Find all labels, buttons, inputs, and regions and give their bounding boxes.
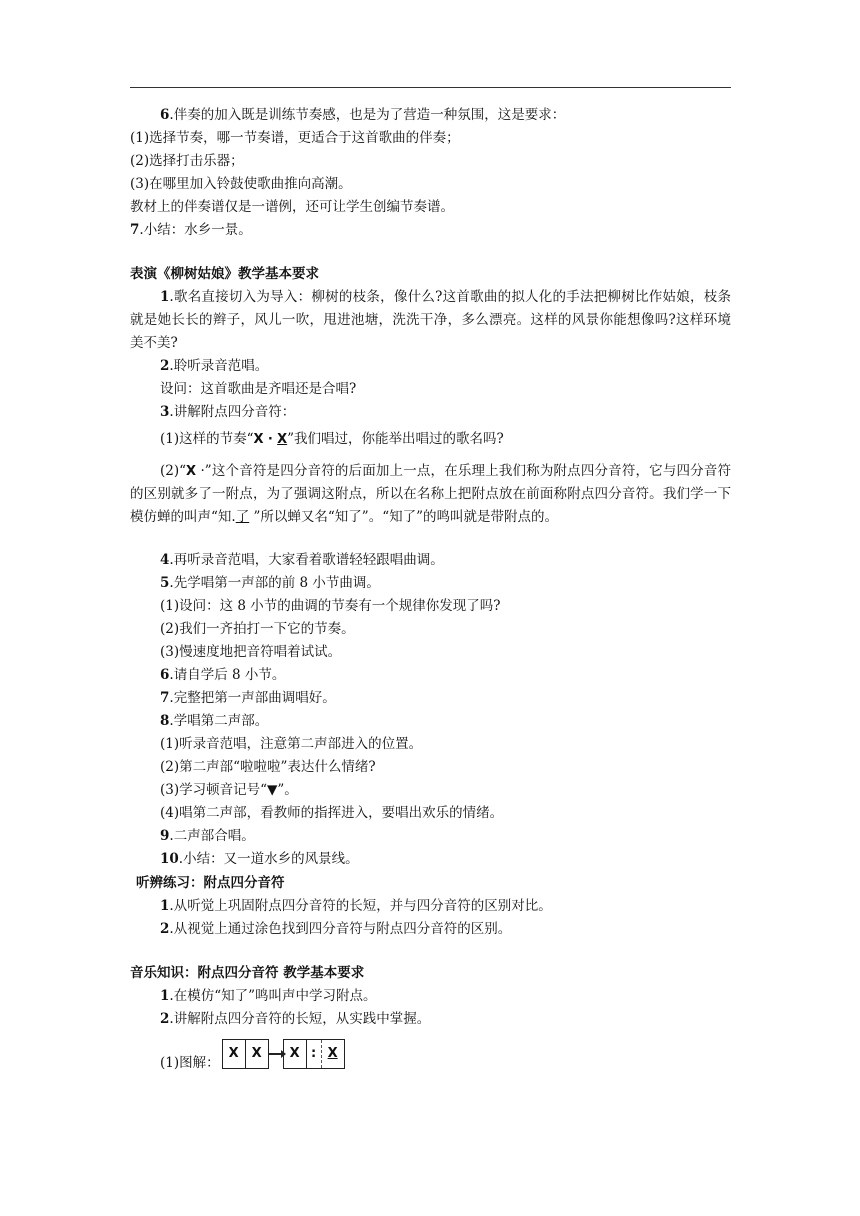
dotted-note-box [283,1039,345,1069]
item-text: .先学唱第一声部的前 8 小节曲调。 [169,575,380,591]
item-number: 2 [160,1011,170,1027]
spacer [130,941,731,961]
item-7b [130,687,731,710]
item-4 [130,549,731,572]
item-text: .聆听录音范唱。 [169,358,269,374]
item-text: .再听录音范唱，大家看着歌谱轻轻跟唱曲调。 [169,552,444,568]
section-heading: 表演《柳树姑娘》教学基本要求 [130,266,319,282]
item-6b [130,664,731,687]
sub-item: (3)在哪里加入铃鼓使歌曲推向高潮。 [130,176,352,192]
item-number: 5 [160,575,170,591]
rhythm-dot: · [267,432,273,447]
diagram-line [130,1031,731,1075]
item-6 [130,104,731,127]
item-number: 1 [160,898,170,914]
diagram-label: (1)图解： [160,1055,220,1071]
item-text: .歌名直接切入为导入：柳树的枝条，像什么?这首歌曲的拟人化的手法把柳树比作姑娘，枝条就是她长长的辫子，风儿一吹，甩进池塘，洗洗干净，多么漂亮。这样的风景你能想像吗?这样环境美不美? [130,289,731,351]
sub-item: (3)慢速度地把音符唱着试试。 [160,644,342,660]
item-number: 4 [160,552,170,568]
item-text: .讲解附点四分音符： [169,404,296,420]
item-9 [130,825,731,848]
item-text: .二声部合唱。 [169,828,255,844]
question-text: 设问：这首歌曲是齐唱还是合唱? [160,381,357,397]
item-text: .小结：水乡一景。 [139,222,252,238]
item-number: 1 [160,289,170,305]
text-span: ”我们唱过，你能举出唱过的歌名吗? [287,431,504,447]
item-text: .从视觉上通过涂色找到四分音符与附点四分音符的区别。 [169,921,512,937]
item-text: .学唱第二声部。 [169,713,269,729]
header-rule [130,87,731,88]
sub-item: (1)听录音范唱，注意第二声部进入的位置。 [160,736,423,752]
text-span: ”所以蝉又名“知了”。“知了”的鸣叫就是带附点的。 [249,509,559,525]
item-text: .请自学后 8 小节。 [169,667,286,683]
sub-item: (4)唱第二声部，看教师的指挥进入，要唱出欢乐的情绪。 [160,805,504,821]
item-number: 10 [160,851,179,867]
item-c2 [130,918,731,941]
item-2 [130,355,731,378]
item-number: 3 [160,404,170,420]
section-heading: 音乐知识：附点四分音符 教学基本要求 [130,965,365,981]
sub-item: (3)学习顿音记号“▼”。 [160,782,298,798]
diagram-note: X [327,1046,338,1061]
rhythm-note: X [277,432,288,447]
item-d2 [130,1008,731,1031]
quarter-notes-box [222,1039,269,1069]
diagram-note: X [223,1040,246,1068]
item-d1 [130,985,731,1008]
item-text: .小结：又一道水乡的风景线。 [178,851,359,867]
item-7 [130,219,731,242]
item-number: 7 [160,690,170,706]
section-heading: 听辨练习：附点四分音符 [136,875,285,891]
sub-item: (2)第二声部“啦啦啦”表达什么情绪? [160,759,376,775]
item-number: 1 [160,988,170,1004]
item-number: 6 [160,667,170,683]
rhythm-note: X [253,432,264,447]
paragraph-dotted-note [130,460,731,529]
diagram-note: X [251,1046,262,1061]
paragraph-1 [130,286,731,355]
item-5 [130,572,731,595]
underlined-char: 了 [235,509,250,525]
arrow-icon [269,1053,283,1055]
item-number: 2 [160,921,170,937]
diagram-note: X [284,1040,307,1068]
sub-item: (2)我们一齐拍打一下它的节奏。 [160,621,355,637]
item-number: 8 [160,713,170,729]
item-c1 [130,895,731,918]
dotted-note-diagram [222,1039,345,1069]
text-span: (1)这样的节奏“ [160,431,254,447]
text-span: ·”这个音符是四分音符的后面加上一点，在乐理上我们称为附点四分音符，它与四分音符的区别就多了一附点，为了强调这附点，所以在名称上把附点放在前面称附点四分音符。我们学一下模仿蝉的叫声“知. [130,463,731,525]
item-3 [130,401,731,424]
sub-item: (2)选择打击乐器； [130,153,244,169]
item-text: .从听觉上巩固附点四分音符的长短，并与四分音符的区别对比。 [169,898,552,914]
item-8 [130,710,731,733]
spacer [130,242,731,262]
sub-item: (1)设问：这 8 小节的曲调的节奏有一个规律你发现了吗? [160,598,501,614]
diagram-dot: : [307,1040,322,1068]
item-text: .讲解附点四分音符的长短，从实践中掌握。 [169,1011,431,1027]
item-number: 2 [160,358,170,374]
item-number: 7 [130,222,140,238]
item-text: .在模仿“知了”鸣叫声中学习附点。 [169,988,377,1004]
rhythm-note: X [186,464,197,479]
item-number: 6 [160,107,170,123]
sub-item: (1)选择节奏，哪一节奏谱，更适合于这首歌曲的伴奏； [130,130,460,146]
spacer [130,529,731,549]
item-number: 9 [160,828,170,844]
item-text: .完整把第一声部曲调唱好。 [169,690,336,706]
rhythm-line [130,424,731,454]
item-10 [130,848,731,871]
item-text: .伴奏的加入既是训练节奏感，也是为了营造一种氛围，这是要求： [169,107,566,123]
document-body [130,104,731,1075]
text-span: (2)“ [160,463,187,479]
note-text: 教材上的伴奏谱仅是一谱例，还可让学生创编节奏谱。 [130,199,454,215]
